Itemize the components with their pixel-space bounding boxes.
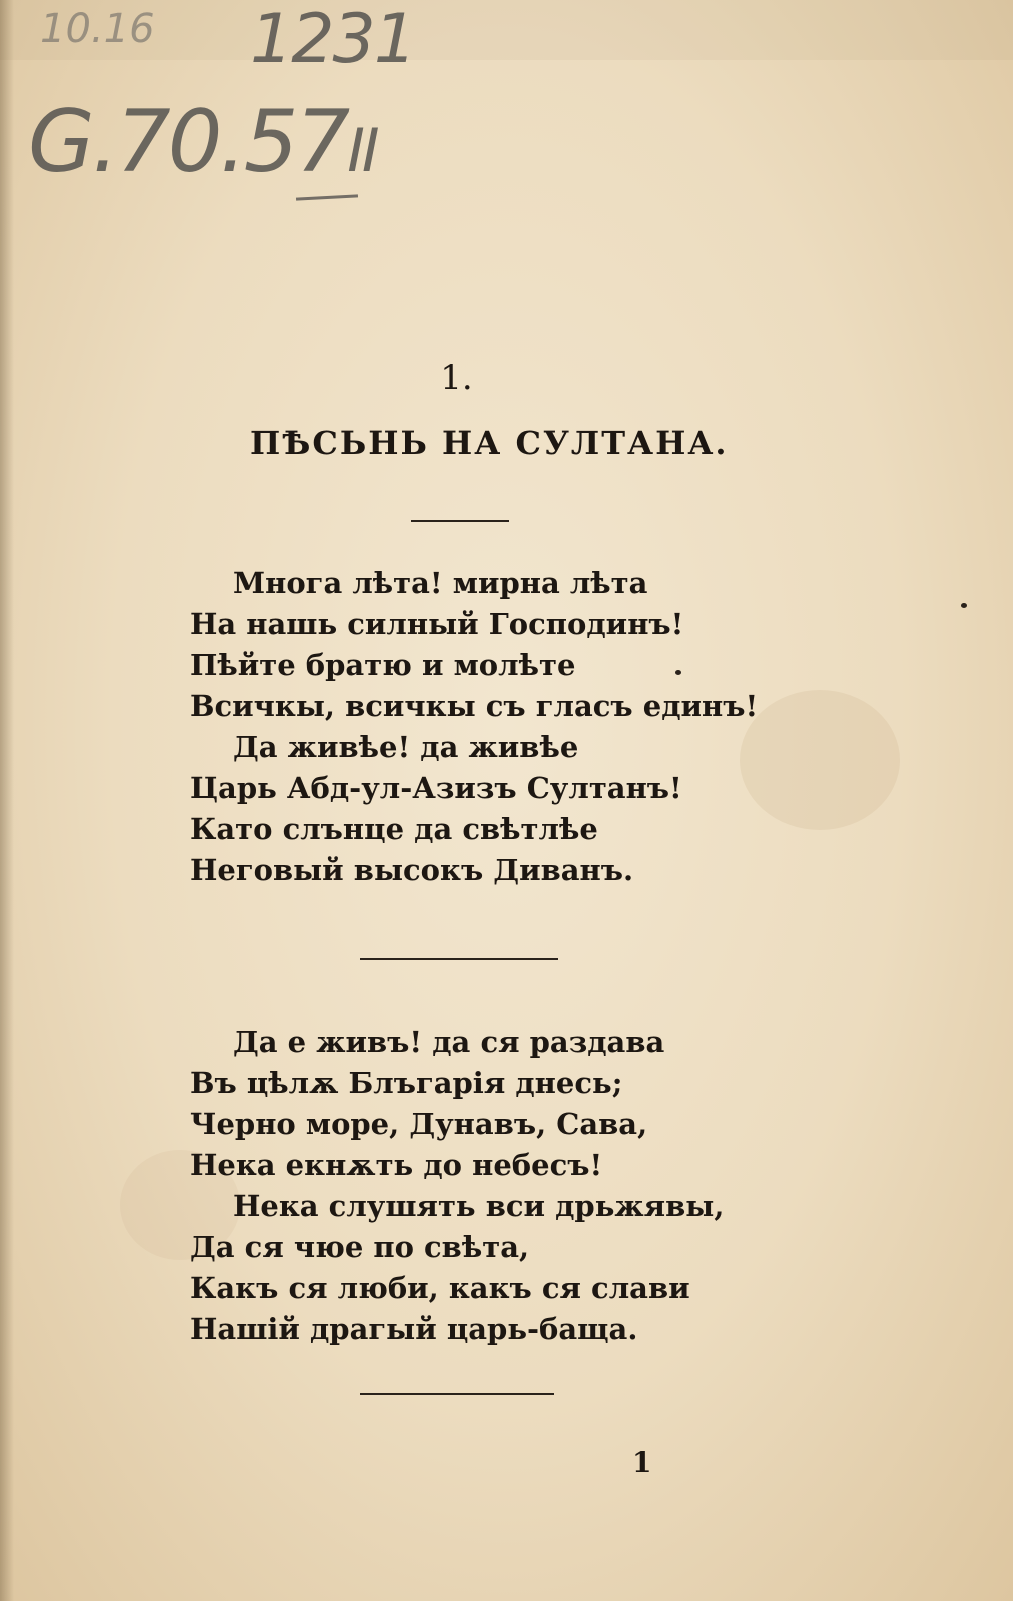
poem-title: ПѢСЬНЬ НА СУЛТАНА. [250,424,729,462]
verse-line: Нашій драгый царь-баща. [190,1312,638,1346]
verse-line: Нека екнѫть до небесъ! [190,1148,603,1182]
divider-rule [411,520,509,522]
verse-line: Черно море, Дунавъ, Сава, [190,1107,648,1141]
handwritten-note-faint: 10.16 [40,6,155,52]
handwritten-shelfmark-volume: II [347,116,377,186]
ink-speck [675,670,681,675]
stanza-2 [190,1022,724,1350]
stanza-1 [190,563,758,891]
page-number: 1 [632,1446,652,1479]
verse-line: Многа лѣта! мирна лѣта [233,566,648,600]
verse-line: Какъ ся люби, какъ ся слави [190,1271,690,1305]
handwritten-shelfmark-number: 1231 [250,0,416,79]
verse-line: Нека слушять вси дрьжявы, [233,1189,725,1223]
verse-line: Пѣйте братю и молѣте [190,648,576,682]
verse-line: Всичкы, всичкы съ гласъ единъ! [190,689,759,723]
page-stain [740,690,900,830]
divider-rule [360,958,558,960]
verse-line: Царь Абд-ул-Азизъ Султанъ! [190,771,682,805]
verse-line: Да ся чюе по свѣта, [190,1230,530,1264]
handwritten-underline [296,194,358,200]
verse-line: Да е живъ! да ся раздава [233,1025,665,1059]
handwritten-shelfmark [28,92,377,192]
section-number [0,358,1013,398]
verse-line: Неговый высокъ Диванъ. [190,853,634,887]
verse-line: На нашь силный Господинъ! [190,607,684,641]
verse-line: Като слънце да свѣтлѣе [190,812,598,846]
handwritten-shelfmark-code: G.70.57 [28,92,348,192]
binding-shadow [0,0,14,1601]
divider-rule [360,1393,554,1395]
verse-line: Въ цѣлѫ Блъгарія днесь; [190,1066,623,1100]
verse-line: Да живѣе! да живѣе [233,730,579,764]
ink-speck [961,603,967,608]
section-number-text: 1. [440,358,473,398]
